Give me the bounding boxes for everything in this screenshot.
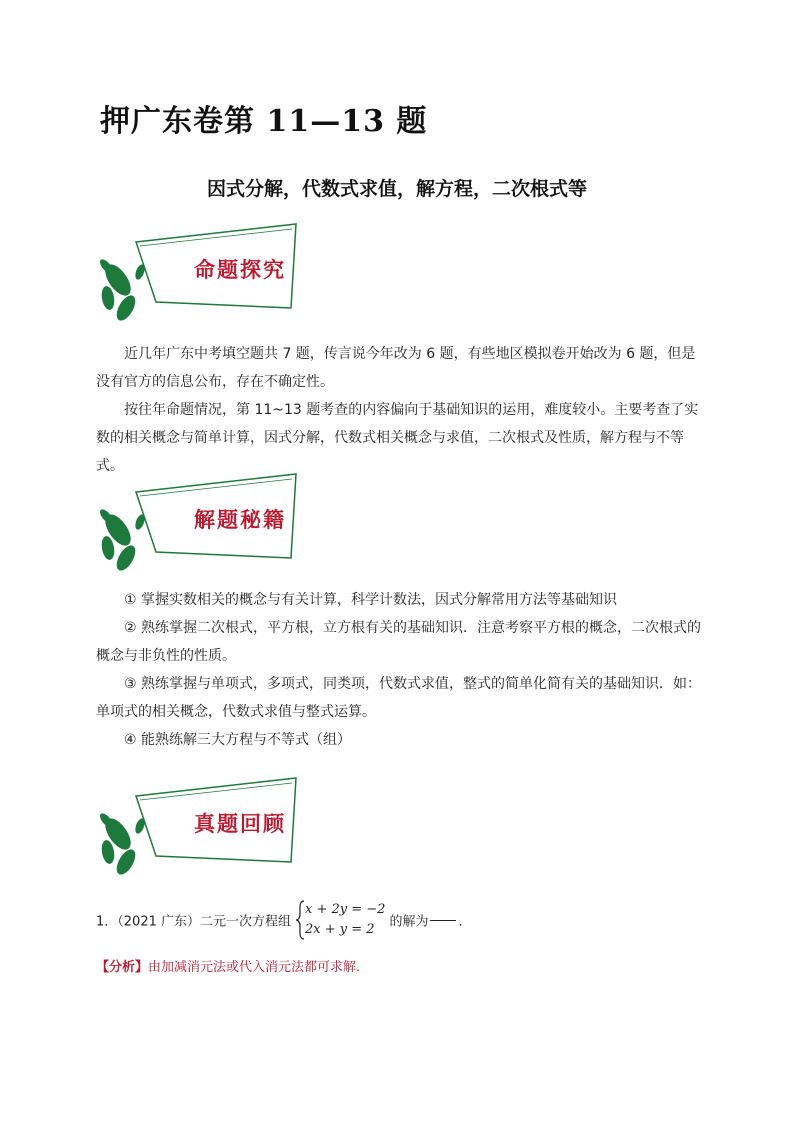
analysis <box>96 956 369 975</box>
paragraph: 按往年命题情况，第 11~13 题考查的内容偏向于基础知识的运用，难度较小。主要考查了实数的相关概念与简单计算，因式分解，代数式相关概念与求值，二次根式及性质，解方程与不等式。 <box>96 402 699 474</box>
question-prefix: 1．（2021 广东）二元一次方程组 <box>96 914 291 930</box>
exploration-text <box>96 340 704 480</box>
section-banner-review <box>96 770 316 880</box>
answer-blank <box>430 920 456 921</box>
question-suffix: 的解为 <box>389 914 429 930</box>
analysis-tag: 【分析】 <box>96 960 149 975</box>
brace-icon <box>295 900 305 940</box>
equation-line: x + 2y = −2 <box>305 902 386 917</box>
analysis-text: 由加减消元法或代入消元法都可求解． <box>148 960 370 975</box>
list-item: ② 熟练掌握二次根式，平方根，立方根有关的基础知识．注意考察平方根的概念，二次根式的概念与非负性的性质。 <box>96 620 701 664</box>
list-item: ③ 熟练掌握与单项式，多项式，同类项，代数式求值，整式的简单化简有关的基础知识．如：单项式的相关概念，代数式求值与整式运算。 <box>96 676 701 720</box>
list-item: ① 掌握实数相关的概念与有关计算，科学计数法，因式分解常用方法等基础知识 <box>124 592 617 608</box>
section-banner-tips <box>96 466 316 576</box>
section-banner-exploration <box>96 216 316 326</box>
section-label: 解题秘籍 <box>194 507 286 532</box>
equation-line: 2x + y = 2 <box>305 922 375 937</box>
paragraph: 近几年广东中考填空题共 7 题，传言说今年改为 6 题，有些地区模拟卷开始改为 6 题，但是没有官方的信息公布，存在不确定性。 <box>96 346 696 390</box>
tips-list <box>96 586 704 754</box>
section-label: 命题探究 <box>194 257 286 282</box>
section-label: 真题回顾 <box>194 811 286 836</box>
list-item: ④ 能熟练解三大方程与不等式（组） <box>124 732 352 748</box>
page-title: 押广东卷第 11—13 题 <box>100 104 428 139</box>
equation-system <box>295 900 385 940</box>
question-end: ． <box>458 914 472 930</box>
question-1 <box>96 900 471 940</box>
page-subtitle: 因式分解，代数式求值，解方程，二次根式等 <box>206 178 587 200</box>
